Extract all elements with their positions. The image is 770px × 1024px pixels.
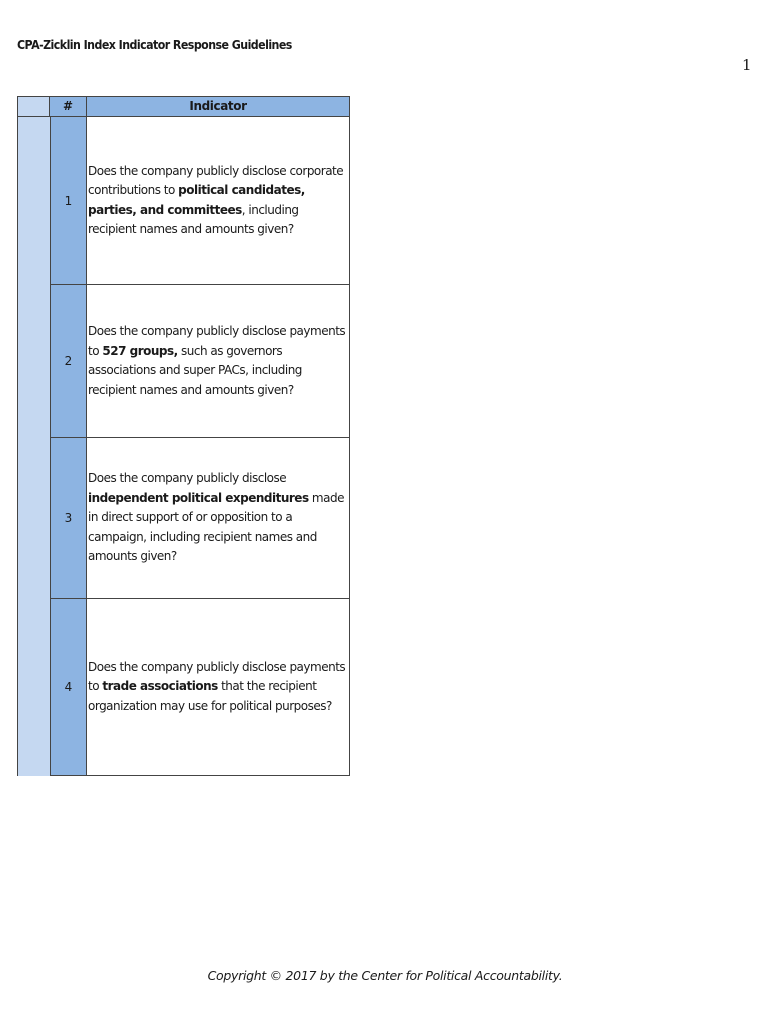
- table-row: [50, 438, 350, 599]
- header-blank-cell: [17, 96, 50, 117]
- indicator-text: [87, 658, 349, 717]
- table-row: [50, 599, 350, 776]
- indicator-cell: [87, 599, 350, 775]
- indicator-text-pre: Does the company publicly disclose corporate contributions to: [88, 163, 344, 197]
- indicator-text-pre: Does the company publicly disclose payments to: [88, 324, 346, 358]
- indicator-text-bold: political candidates, parties, and committees: [88, 183, 305, 217]
- indicator-cell: [87, 285, 350, 437]
- row-number: 1: [50, 117, 87, 284]
- indicator-text: [87, 162, 349, 240]
- indicator-text: [87, 322, 349, 400]
- page-number: 1: [742, 56, 752, 74]
- indicator-cell: [87, 438, 350, 598]
- indicator-text-bold: 527 groups,: [102, 343, 178, 358]
- indicator-text-post: such as governors associations and super PACs, including recipient names and amounts given?: [88, 343, 302, 397]
- indicator-text-bold: independent political expenditures: [88, 490, 309, 505]
- copyright-notice: Copyright © 2017 by the Center for Political Accountability.: [207, 968, 563, 983]
- column-header-indicator: Indicator: [87, 96, 350, 117]
- indicator-text-pre: Does the company publicly disclose: [88, 471, 287, 486]
- indicator-text-pre: Does the company publicly disclose payments to: [88, 659, 346, 694]
- column-header-number: #: [50, 96, 87, 117]
- indicator-text-post: made in direct support of or opposition to a campaign, including recipient names and amounts given?: [88, 490, 344, 564]
- table-row: [50, 117, 350, 285]
- indicator-text-post: , including recipient names and amounts given?: [88, 202, 299, 236]
- row-number: 2: [50, 285, 87, 437]
- indicator-table: [17, 96, 350, 776]
- indicator-text-post: that the recipient organization may use for political purposes?: [88, 679, 332, 713]
- category-band: [17, 117, 50, 776]
- row-number: 3: [50, 438, 87, 598]
- document-title: CPA-Zicklin Index Indicator Response Guidelines: [17, 38, 292, 52]
- row-number: 4: [50, 599, 87, 775]
- indicator-cell: [87, 117, 350, 284]
- indicator-text: [87, 469, 349, 567]
- indicator-text-bold: trade associations: [102, 679, 218, 694]
- table-row: [50, 285, 350, 438]
